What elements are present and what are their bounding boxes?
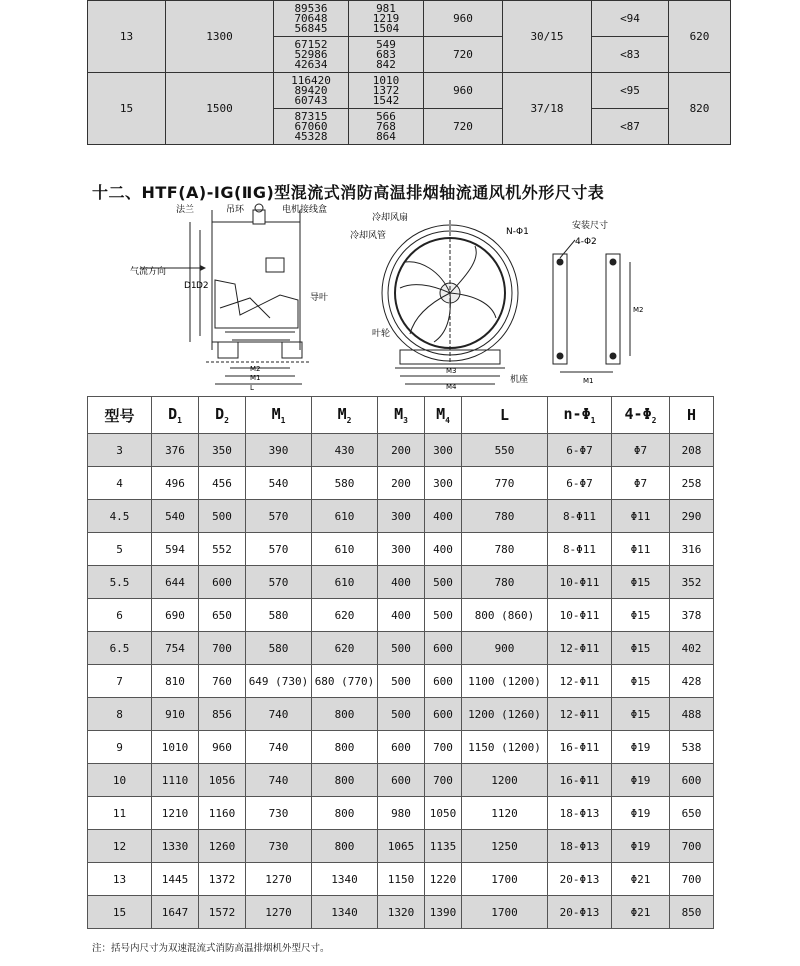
mounting-view [553, 240, 630, 372]
flow-cell [274, 1, 349, 37]
noise-cell: <95 [592, 73, 669, 109]
flow-cell [349, 1, 424, 37]
table-cell: 1270 [246, 896, 312, 929]
performance-row [88, 73, 731, 109]
table-cell: 550 [462, 434, 548, 467]
table-cell: 700 [425, 764, 462, 797]
table-cell: 600 [199, 566, 246, 599]
table-cell: 1340 [312, 863, 378, 896]
table-cell: 300 [378, 533, 425, 566]
table-cell: 850 [670, 896, 714, 929]
flow-value: 116420 [291, 73, 331, 87]
table-cell: 500 [425, 566, 462, 599]
table-cell: 16-Φ11 [548, 764, 612, 797]
table-cell: Φ19 [612, 830, 670, 863]
flow-value: 67152 [294, 37, 328, 51]
label-m1-mount: M1 [583, 377, 594, 385]
table-cell: 6 [88, 599, 152, 632]
table-cell: Φ15 [612, 632, 670, 665]
table-cell: 610 [312, 533, 378, 566]
table-cell: 4 [88, 467, 152, 500]
column-header: 型号 [88, 397, 152, 434]
label-m2-side: M2 [250, 365, 261, 373]
table-cell: Φ15 [612, 698, 670, 731]
size-cell: 1500 [166, 73, 274, 145]
table-cell: 5 [88, 533, 152, 566]
table-cell: 500 [378, 632, 425, 665]
table-cell: 1647 [152, 896, 199, 929]
table-cell: 600 [670, 764, 714, 797]
table-cell: 780 [462, 566, 548, 599]
column-header: $M_4$ [425, 397, 462, 434]
table-cell: 3 [88, 434, 152, 467]
table-cell: 4.5 [88, 500, 152, 533]
table-cell: 352 [670, 566, 714, 599]
table-cell: 1200 [462, 764, 548, 797]
column-header: $M_1$ [246, 397, 312, 434]
table-cell: 316 [670, 533, 714, 566]
table-cell: 500 [425, 599, 462, 632]
flow-cell [349, 109, 424, 145]
table-cell: Φ15 [612, 566, 670, 599]
table-cell: 754 [152, 632, 199, 665]
table-cell: 378 [670, 599, 714, 632]
table-cell: 1150 (1200) [462, 731, 548, 764]
table-cell: 580 [246, 599, 312, 632]
table-cell: 594 [152, 533, 199, 566]
column-header: $D_2$ [199, 397, 246, 434]
table-row [88, 797, 714, 830]
column-header: L [462, 397, 548, 434]
table-row [88, 830, 714, 863]
flow-value: 42634 [294, 57, 328, 71]
table-cell: 402 [670, 632, 714, 665]
table-cell: 1372 [199, 863, 246, 896]
table-cell: 1210 [152, 797, 199, 830]
table-cell: 650 [670, 797, 714, 830]
table-cell: 1110 [152, 764, 199, 797]
table-cell: 538 [670, 731, 714, 764]
table-cell: 1050 [425, 797, 462, 830]
table-cell: 10 [88, 764, 152, 797]
table-cell: 1100 (1200) [462, 665, 548, 698]
table-cell: 1065 [378, 830, 425, 863]
label-cooling-fan: 冷却风扇 [372, 213, 409, 223]
table-row [88, 599, 714, 632]
performance-row [88, 1, 731, 37]
table-cell: 8 [88, 698, 152, 731]
table-cell: 730 [246, 797, 312, 830]
label-m1-side: M1 [250, 374, 261, 382]
table-cell: 12 [88, 830, 152, 863]
table-cell: Φ7 [612, 434, 670, 467]
label-m2-mount: M2 [633, 306, 644, 314]
table-cell: 960 [199, 731, 246, 764]
table-cell: 1056 [199, 764, 246, 797]
table-cell: 800 [312, 830, 378, 863]
table-row [88, 533, 714, 566]
table-cell: 700 [425, 731, 462, 764]
table-cell: 810 [152, 665, 199, 698]
column-header: $4-\Phi_2$ [612, 397, 670, 434]
flow-value: 981 [376, 1, 396, 15]
table-cell: 7 [88, 665, 152, 698]
table-cell: 1010 [152, 731, 199, 764]
table-cell: 428 [670, 665, 714, 698]
table-cell: 390 [246, 434, 312, 467]
flow-cell [274, 73, 349, 109]
table-cell: 6-Φ7 [548, 467, 612, 500]
table-cell: 800 [312, 731, 378, 764]
table-cell: 456 [199, 467, 246, 500]
table-cell: 20-Φ13 [548, 896, 612, 929]
table-cell: 800 [312, 698, 378, 731]
table-cell: Φ21 [612, 896, 670, 929]
table-cell: 12-Φ11 [548, 698, 612, 731]
label-cooling-duct: 冷却风管 [350, 231, 387, 241]
table-cell: 690 [152, 599, 199, 632]
table-cell: Φ11 [612, 500, 670, 533]
table-cell: 1572 [199, 896, 246, 929]
table-cell: 200 [378, 434, 425, 467]
rpm-cell: 720 [424, 109, 503, 145]
table-cell: 760 [199, 665, 246, 698]
table-cell: 700 [670, 830, 714, 863]
table-cell: 570 [246, 533, 312, 566]
flow-value: 67060 [294, 119, 328, 133]
table-cell: 1120 [462, 797, 548, 830]
table-cell: Φ19 [612, 764, 670, 797]
table-cell: Φ7 [612, 467, 670, 500]
label-base: 机座 [510, 375, 529, 385]
flow-value: 89536 [294, 1, 328, 15]
table-row [88, 863, 714, 896]
table-cell: 570 [246, 500, 312, 533]
table-cell: 1160 [199, 797, 246, 830]
table-row [88, 434, 714, 467]
table-cell: Φ19 [612, 731, 670, 764]
weight-cell: 620 [669, 1, 731, 73]
front-view [382, 220, 518, 384]
flow-value: 56845 [294, 21, 328, 35]
table-cell: 400 [378, 566, 425, 599]
power-cell: 37/18 [503, 73, 592, 145]
model-cell: 15 [88, 73, 166, 145]
table-row [88, 500, 714, 533]
flow-value: 70648 [294, 11, 328, 25]
flow-value: 549 [376, 37, 396, 51]
table-cell: 500 [378, 665, 425, 698]
flow-value: 768 [376, 119, 396, 133]
table-cell: 1270 [246, 863, 312, 896]
table-cell: 1250 [462, 830, 548, 863]
label-airflow: 气流方向 [130, 267, 167, 277]
table-cell: 580 [246, 632, 312, 665]
label-l: L [250, 384, 254, 392]
model-cell: 13 [88, 1, 166, 73]
flow-value: 89420 [294, 83, 328, 97]
flow-value: 1542 [372, 93, 400, 107]
label-d1: D1 [184, 281, 197, 291]
table-cell: 376 [152, 434, 199, 467]
table-cell: 620 [312, 632, 378, 665]
table-row [88, 467, 714, 500]
table-cell: 6.5 [88, 632, 152, 665]
table-cell: 600 [378, 731, 425, 764]
table-cell: 18-Φ13 [548, 797, 612, 830]
table-cell: 400 [425, 500, 462, 533]
table-cell: 200 [378, 467, 425, 500]
table-row [88, 764, 714, 797]
table-cell: 1700 [462, 863, 548, 896]
flow-value: 566 [376, 109, 396, 123]
table-cell: 552 [199, 533, 246, 566]
flow-value: 87315 [294, 109, 328, 123]
footnote: 注：括号内尺寸为双速混流式消防高温排烟机外型尺寸。 [92, 943, 330, 954]
table-cell: Φ11 [612, 533, 670, 566]
table-cell: 8-Φ11 [548, 500, 612, 533]
table-cell: 650 [199, 599, 246, 632]
table-cell: 540 [152, 500, 199, 533]
fan-dimension-diagram [0, 200, 800, 396]
table-cell: 9 [88, 731, 152, 764]
table-cell: 15 [88, 896, 152, 929]
label-d2: D2 [196, 281, 209, 291]
table-cell: 400 [378, 599, 425, 632]
table-cell: Φ15 [612, 599, 670, 632]
table-row [88, 731, 714, 764]
table-cell: 1200 (1260) [462, 698, 548, 731]
table-cell: 700 [199, 632, 246, 665]
table-cell: 610 [312, 566, 378, 599]
table-cell: 980 [378, 797, 425, 830]
table-cell: 16-Φ11 [548, 731, 612, 764]
rpm-cell: 960 [424, 1, 503, 37]
table-cell: 620 [312, 599, 378, 632]
size-cell: 1300 [166, 1, 274, 73]
table-cell: 600 [425, 632, 462, 665]
table-cell: 10-Φ11 [548, 599, 612, 632]
table-cell: 350 [199, 434, 246, 467]
flow-cell [349, 73, 424, 109]
table-cell: 700 [670, 863, 714, 896]
table-cell: 780 [462, 500, 548, 533]
label-flange: 法兰 [176, 205, 195, 215]
table-cell: 580 [312, 467, 378, 500]
table-cell: Φ19 [612, 797, 670, 830]
flow-value: 864 [376, 129, 396, 143]
table-cell: 300 [425, 467, 462, 500]
section-title: 十二、HTF(A)-ⅠG(ⅡG)型混流式消防高温排烟轴流通风机外形尺寸表 [92, 183, 605, 202]
table-cell: 600 [425, 698, 462, 731]
side-view [140, 204, 310, 384]
table-cell: 644 [152, 566, 199, 599]
table-cell: 600 [425, 665, 462, 698]
table-cell: 770 [462, 467, 548, 500]
noise-cell: <94 [592, 1, 669, 37]
label-junction-box: 电机接线盒 [282, 205, 328, 215]
table-cell: 800 [312, 764, 378, 797]
table-cell: 11 [88, 797, 152, 830]
rpm-cell: 960 [424, 73, 503, 109]
flow-value: 45328 [294, 129, 328, 143]
label-install-size: 安装尺寸 [572, 221, 609, 231]
table-cell: 8-Φ11 [548, 533, 612, 566]
table-cell: 290 [670, 500, 714, 533]
table-row [88, 632, 714, 665]
power-cell: 30/15 [503, 1, 592, 73]
flow-value: 1372 [372, 83, 400, 97]
table-row [88, 665, 714, 698]
table-cell: 540 [246, 467, 312, 500]
table-cell: 649 (730) [246, 665, 312, 698]
table-cell: 300 [378, 500, 425, 533]
table-cell: 1340 [312, 896, 378, 929]
label-phi2: 4-Φ2 [575, 237, 597, 247]
flow-value: 1504 [372, 21, 400, 35]
table-cell: 1260 [199, 830, 246, 863]
weight-cell: 820 [669, 73, 731, 145]
table-cell: 740 [246, 731, 312, 764]
label-lifting-ring: 吊环 [226, 205, 245, 215]
table-cell: 12-Φ11 [548, 632, 612, 665]
table-cell: 1700 [462, 896, 548, 929]
label-m3: M3 [446, 367, 457, 375]
table-cell: 1445 [152, 863, 199, 896]
table-cell: 910 [152, 698, 199, 731]
flow-cell [349, 37, 424, 73]
table-cell: 740 [246, 698, 312, 731]
table-cell: 1150 [378, 863, 425, 896]
table-cell: 18-Φ13 [548, 830, 612, 863]
table-cell: 730 [246, 830, 312, 863]
table-cell: 1220 [425, 863, 462, 896]
table-cell: 800 (860) [462, 599, 548, 632]
noise-cell: <83 [592, 37, 669, 73]
table-cell: 20-Φ13 [548, 863, 612, 896]
table-cell: 496 [152, 467, 199, 500]
table-cell: 856 [199, 698, 246, 731]
table-cell: 610 [312, 500, 378, 533]
table-cell: 10-Φ11 [548, 566, 612, 599]
label-guide-vane: 导叶 [310, 293, 329, 303]
flow-cell [274, 109, 349, 145]
flow-value: 1219 [372, 11, 400, 25]
label-n-phi1: N-Φ1 [506, 227, 529, 237]
column-header: H [670, 397, 714, 434]
table-cell: 1135 [425, 830, 462, 863]
table-cell: 400 [425, 533, 462, 566]
table-cell: 900 [462, 632, 548, 665]
performance-table [87, 0, 731, 145]
table-cell: 500 [199, 500, 246, 533]
table-cell: 300 [425, 434, 462, 467]
table-cell: Φ15 [612, 665, 670, 698]
table-cell: 680 (770) [312, 665, 378, 698]
column-header: $M_2$ [312, 397, 378, 434]
table-cell: 1320 [378, 896, 425, 929]
table-row [88, 896, 714, 929]
table-cell: 208 [670, 434, 714, 467]
table-row [88, 566, 714, 599]
table-cell: 430 [312, 434, 378, 467]
label-impeller: 叶轮 [372, 329, 391, 339]
table-cell: 500 [378, 698, 425, 731]
dimension-table [87, 396, 714, 929]
table-cell: 6-Φ7 [548, 434, 612, 467]
column-header: $n-\Phi_1$ [548, 397, 612, 434]
table-cell: 258 [670, 467, 714, 500]
table-cell: 570 [246, 566, 312, 599]
flow-value: 60743 [294, 93, 328, 107]
table-cell: 1330 [152, 830, 199, 863]
table-cell: 5.5 [88, 566, 152, 599]
flow-value: 52986 [294, 47, 328, 61]
flow-value: 1010 [372, 73, 400, 87]
table-cell: 600 [378, 764, 425, 797]
noise-cell: <87 [592, 109, 669, 145]
table-cell: Φ21 [612, 863, 670, 896]
table-cell: 13 [88, 863, 152, 896]
rpm-cell: 720 [424, 37, 503, 73]
table-cell: 800 [312, 797, 378, 830]
label-m4: M4 [446, 383, 457, 391]
flow-value: 683 [376, 47, 396, 61]
column-header: $M_3$ [378, 397, 425, 434]
flow-value: 842 [376, 57, 396, 71]
table-cell: 740 [246, 764, 312, 797]
flow-cell [274, 37, 349, 73]
table-row [88, 698, 714, 731]
table-cell: 12-Φ11 [548, 665, 612, 698]
table-cell: 780 [462, 533, 548, 566]
table-cell: 1390 [425, 896, 462, 929]
column-header: $D_1$ [152, 397, 199, 434]
table-cell: 488 [670, 698, 714, 731]
